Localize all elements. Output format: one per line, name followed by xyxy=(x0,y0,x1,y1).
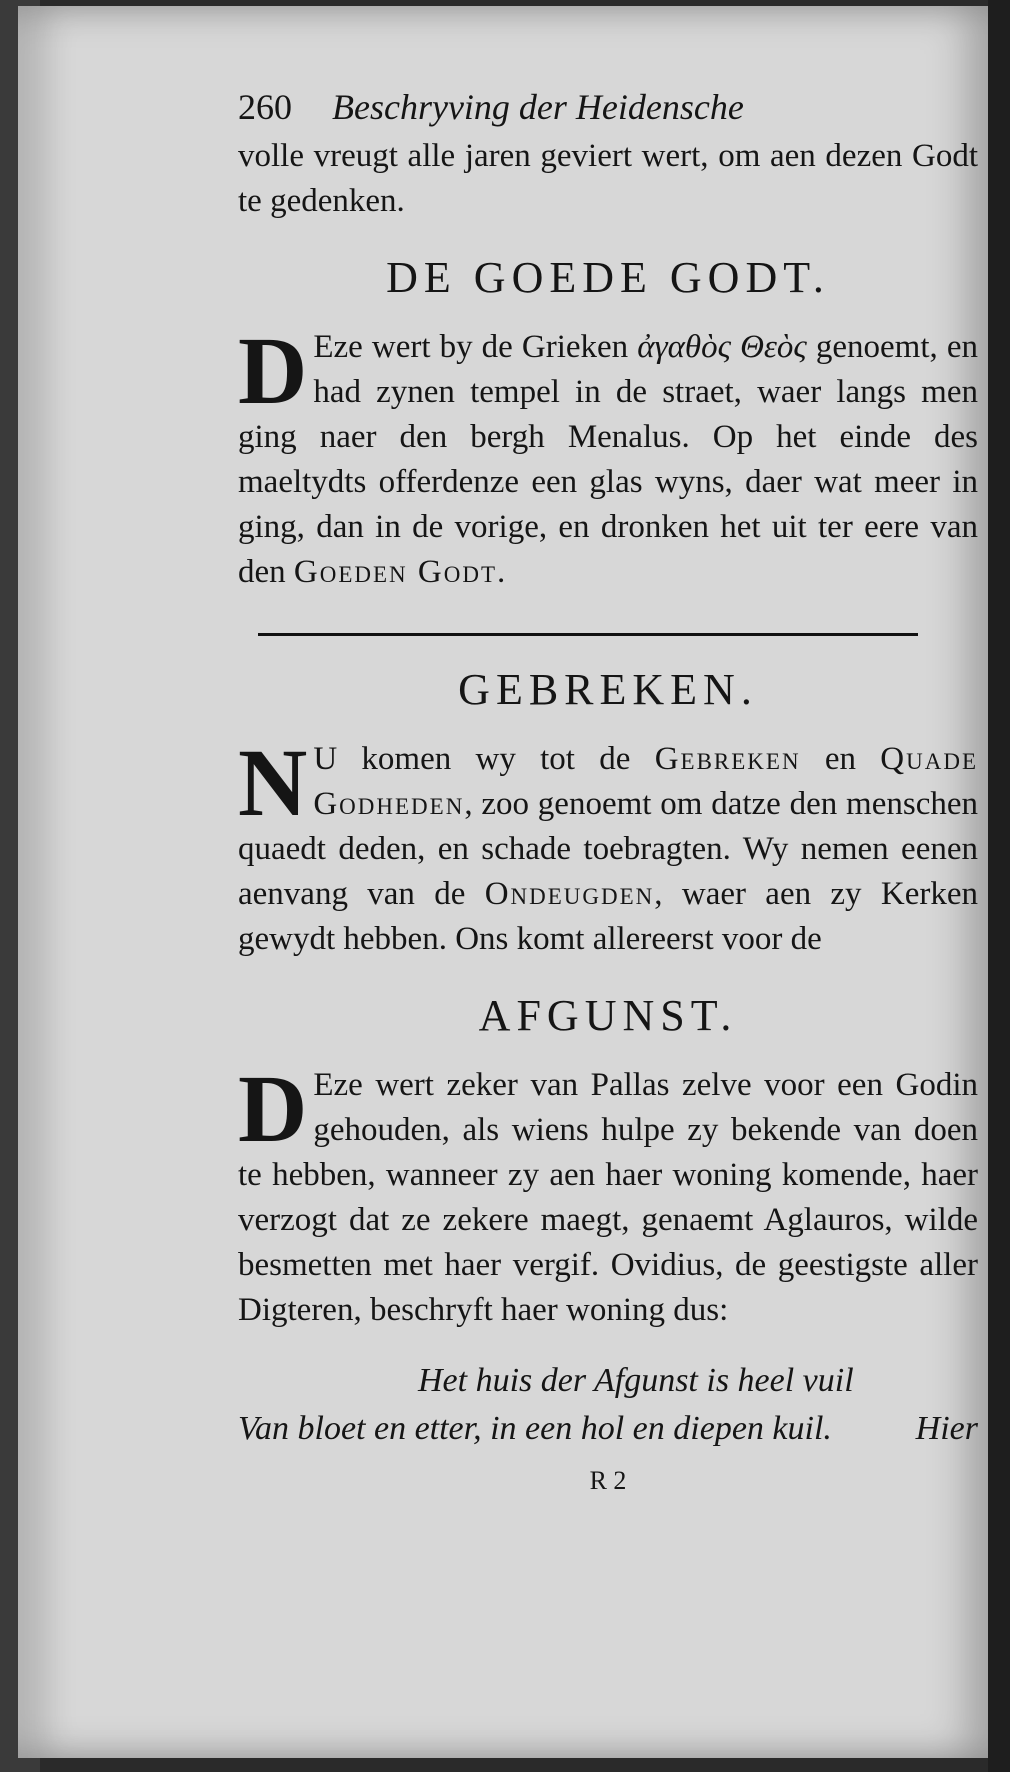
page-content xyxy=(238,86,978,1505)
small-caps-term: Goeden Godt xyxy=(293,554,498,590)
text-segment: . xyxy=(497,554,506,590)
page-header xyxy=(238,86,978,128)
text-segment: , waer aen zy Kerken gewydt hebben. Ons komt allereerst voor de xyxy=(238,876,978,957)
greek-phrase: ἀγαθὸς Θεὸς xyxy=(637,329,807,365)
text-segment: Eze wert by de Grieken xyxy=(313,329,638,365)
small-caps-term: Quade Godheden xyxy=(313,741,978,822)
small-caps-term: Ondeugden xyxy=(484,876,655,912)
text-segment: en xyxy=(800,741,881,777)
verse-block xyxy=(238,1357,978,1505)
page-number: 260 xyxy=(238,87,292,127)
dropcap: N xyxy=(238,729,308,836)
dropcap: D xyxy=(238,317,308,424)
paragraph-goede-godt xyxy=(238,317,978,595)
heading-afgunst: AFGUNST. xyxy=(478,991,738,1040)
small-caps-term: Gebreken xyxy=(654,741,801,777)
book-page xyxy=(18,6,998,1758)
paragraph-gebreken xyxy=(238,729,978,962)
heading-gebreken: GEBREKEN. xyxy=(458,665,758,714)
heading-goede-godt: DE GOEDE GODT. xyxy=(386,253,830,302)
page-edge xyxy=(988,0,1010,1772)
signature-mark: R 2 xyxy=(589,1466,627,1495)
text-segment: , zoo genoemt om datze den menschen quaedt deden, en schade toebragten. Wy nemen eenen aenvang van de xyxy=(238,786,978,912)
verse-line-with-catchword xyxy=(238,1405,978,1453)
text-segment: U komen wy tot de xyxy=(313,741,655,777)
running-title: Beschryving der Heidensche xyxy=(332,87,744,127)
text-segment: Eze wert zeker van Pallas zelve voor een Godin gehouden, als wiens hulpe zy bekende van doen te hebben, wanneer zy aen haer woning komende, haer verzogt dat ze zekere maegt, genaemt Aglauros, wilde besmetten met haer vergif. Ovidius, de geestigste aller Digteren, beschryft haer woning dus: xyxy=(238,1067,978,1328)
text-segment: genoemt, en had zynen tempel in de straet, waer langs men ging naer den bergh Menalus. Op het einde des maeltydts offerdenze een glas wyns, daer wat meer in ging, dan in de vorige, en dronken het uit ter eere van den xyxy=(238,329,978,590)
dropcap: D xyxy=(238,1055,308,1162)
paragraph-afgunst xyxy=(238,1055,978,1333)
verse-line: Het huis der Afgunst is heel vuil xyxy=(418,1362,854,1399)
verse-line: Van bloet en etter, in een hol en diepen kuil. xyxy=(238,1410,832,1447)
horizontal-rule xyxy=(258,633,918,636)
catchword: Hier xyxy=(915,1410,978,1447)
continuation-paragraph: volle vreugt alle jaren geviert wert, om aen dezen Godt te gedenken. xyxy=(238,138,978,219)
